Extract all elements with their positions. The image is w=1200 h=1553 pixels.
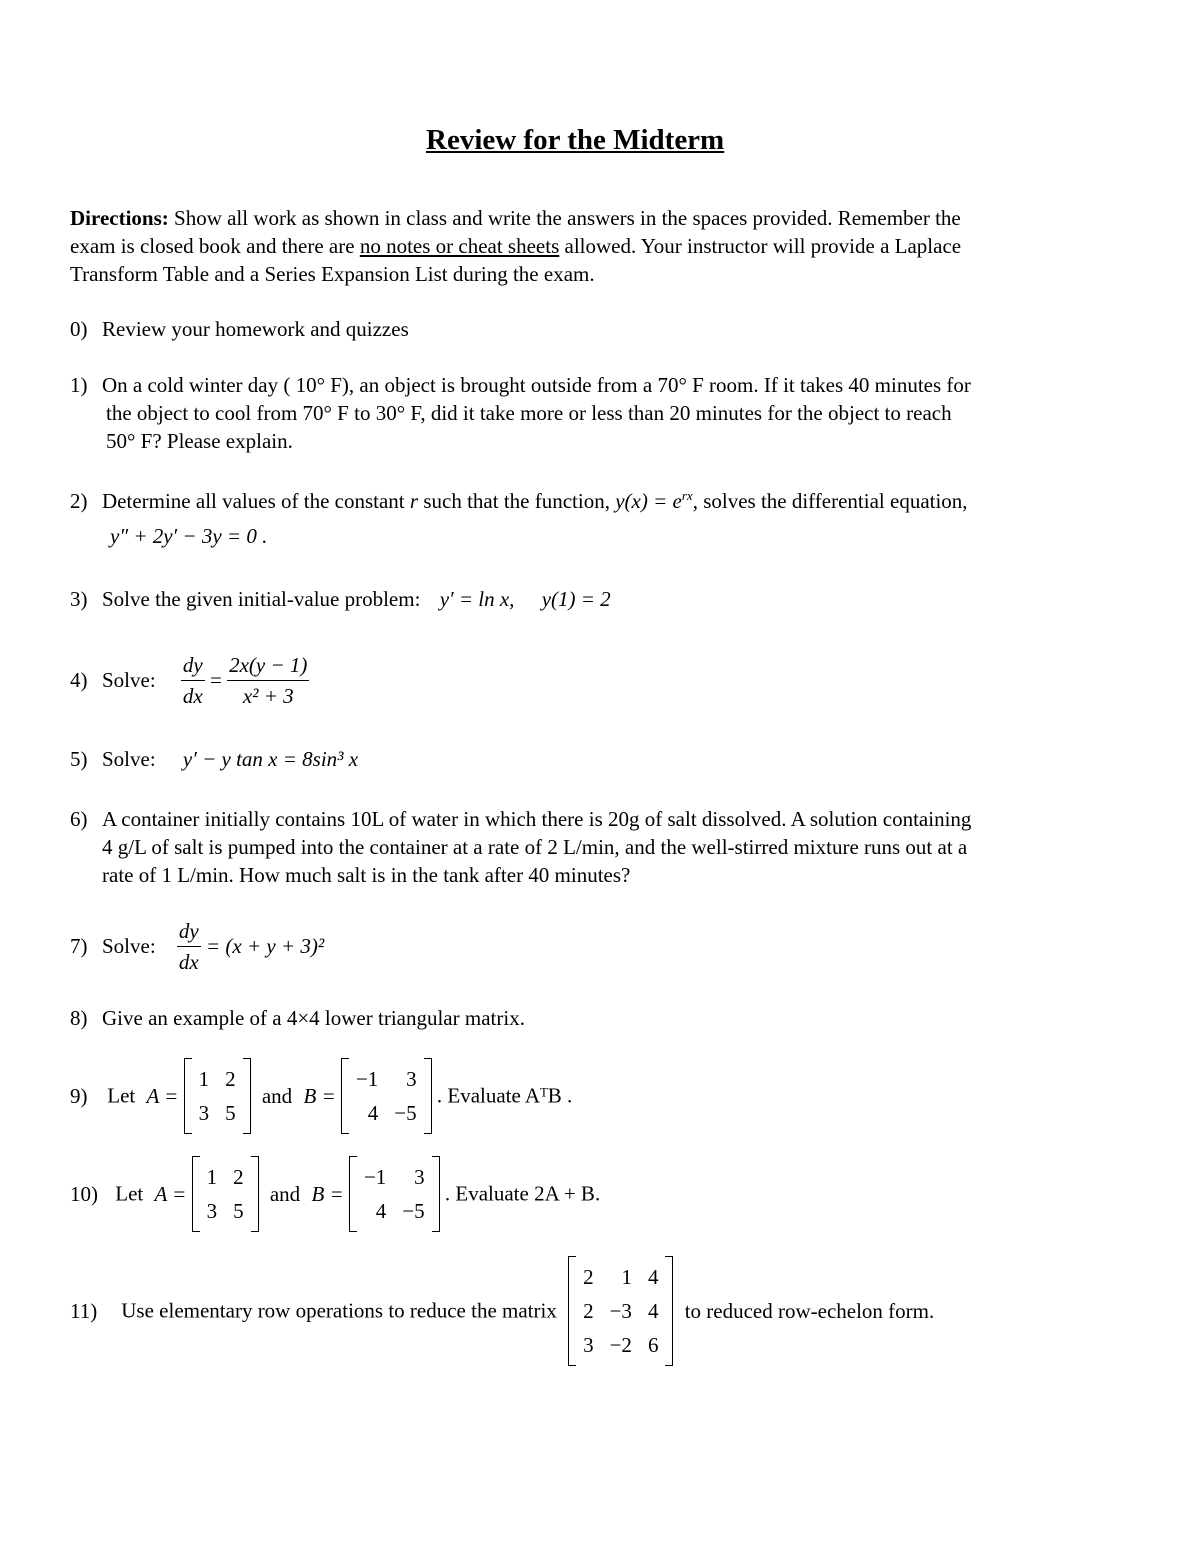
- question-text-b: to reduced row-echelon form.: [684, 1298, 935, 1323]
- matrix-cell: −1: [355, 1067, 379, 1091]
- matrix-a-label: A =: [154, 1181, 187, 1206]
- matrix-cell: 3: [206, 1199, 218, 1223]
- matrix-cell: 2: [583, 1299, 594, 1323]
- directions-text-1: Show all work as shown in class and write the answers in the spaces provided. Remember the: [174, 206, 961, 230]
- matrix-3x3: [568, 1256, 673, 1366]
- directions-text-2a: exam is closed book and there are: [70, 234, 360, 258]
- let-label: Let: [107, 1083, 136, 1108]
- question-number: 10): [70, 1181, 98, 1206]
- question-6-line-3: rate of 1 L/min. How much salt is in the tank after 40 minutes?: [102, 863, 631, 887]
- directions-line-3: Transform Table and a Series Expansion List during the exam.: [70, 262, 595, 286]
- numerator: dy: [181, 650, 205, 681]
- matrix-cell: 3: [198, 1101, 210, 1125]
- matrix-cell: 3: [583, 1333, 594, 1357]
- function-exponent: rx: [681, 488, 693, 503]
- question-number: 2): [70, 489, 88, 513]
- question-0: [70, 317, 409, 342]
- question-3: [70, 587, 611, 612]
- matrix-cell: 2: [225, 1067, 236, 1091]
- question-6-line-2: 4 g/L of salt is pumped into the container at a rate of 2 L/min, and the well-stirred mixture runs out at a: [102, 835, 968, 859]
- solve-label: Solve:: [102, 747, 156, 771]
- question-4: [70, 650, 309, 711]
- question-11: [70, 1256, 934, 1366]
- directions-underlined: no notes or cheat sheets: [359, 234, 560, 258]
- matrix-b-label: B =: [303, 1083, 336, 1108]
- question-2-equation: y″ + 2y′ − 3y = 0 .: [110, 524, 268, 548]
- question-number: 4): [70, 668, 88, 692]
- matrix-cell: 3: [406, 1067, 417, 1091]
- matrix-cell: 4: [647, 1299, 659, 1323]
- and-label: and: [269, 1181, 301, 1206]
- matrix-cell: −3: [609, 1299, 632, 1323]
- solve-label: Solve:: [102, 934, 156, 958]
- function-expression: y(x) = e: [615, 489, 682, 513]
- denominator: dx: [178, 950, 199, 974]
- and-label: and: [261, 1083, 293, 1108]
- matrix-b: [349, 1156, 440, 1232]
- equals-sign: =: [210, 668, 222, 692]
- matrix-cell: 1: [206, 1165, 218, 1189]
- variable-r: r: [409, 489, 419, 513]
- question-7: [70, 916, 324, 977]
- equation-1: y′ = ln x,: [439, 587, 515, 611]
- question-number: 6): [70, 807, 88, 831]
- matrix-cell: 3: [414, 1165, 425, 1189]
- matrix-cell: 2: [583, 1265, 594, 1289]
- evaluate-text: . Evaluate AᵀB .: [436, 1083, 573, 1108]
- question-text-c: , solves the differential equation,: [692, 489, 968, 513]
- question-number: 8): [70, 1006, 88, 1030]
- question-text: Review your homework and quizzes: [102, 317, 409, 341]
- directions-text-2b: allowed. Your instructor will provide a Laplace: [559, 234, 962, 258]
- question-text: Give an example of a 4×4 lower triangular matrix.: [102, 1006, 525, 1030]
- matrix-cell: −5: [394, 1101, 417, 1125]
- directions-label: Directions:: [70, 206, 169, 230]
- matrix-cell: −5: [402, 1199, 425, 1223]
- matrix-a: [184, 1058, 251, 1134]
- rhs-expression: = (x + y + 3)²: [206, 934, 325, 958]
- evaluate-text: . Evaluate 2A + B.: [444, 1181, 601, 1206]
- question-number: 11): [70, 1298, 98, 1323]
- page-title: Review for the Midterm: [426, 124, 725, 156]
- matrix-cell: 6: [647, 1333, 659, 1357]
- matrix-cell: 4: [367, 1101, 379, 1125]
- denominator: x² + 3: [242, 684, 294, 708]
- question-1: [70, 373, 971, 398]
- question-text-line-1: On a cold winter day ( 10° F), an object is brought outside from a 70° F room. If it takes 40 minutes for: [102, 373, 971, 397]
- matrix-cell: 1: [621, 1265, 632, 1289]
- matrix-cell: 4: [375, 1199, 387, 1223]
- question-text-a: Determine all values of the constant: [102, 489, 410, 513]
- matrix-cell: 4: [647, 1265, 659, 1289]
- matrix-b-label: B =: [311, 1181, 344, 1206]
- fraction-dy-dx: [181, 650, 205, 711]
- equation-2: y(1) = 2: [541, 587, 611, 611]
- equation: y′ − y tan x = 8sin³ x: [182, 747, 359, 771]
- matrix-cell: 2: [233, 1165, 244, 1189]
- solve-label: Solve:: [102, 668, 156, 692]
- question-6: [70, 807, 971, 832]
- fraction-rhs: [227, 650, 309, 711]
- matrix-cell: 1: [198, 1067, 210, 1091]
- fraction-dy-dx: [177, 916, 201, 977]
- question-5: [70, 747, 358, 772]
- denominator: dx: [182, 684, 203, 708]
- directions-line-2: [70, 234, 961, 259]
- matrix-a: [192, 1156, 259, 1232]
- question-text: Solve the given initial-value problem:: [102, 587, 421, 611]
- question-2: [70, 488, 968, 514]
- question-1-line-3: 50° F? Please explain.: [106, 429, 293, 453]
- matrix-cell: −2: [609, 1333, 632, 1357]
- question-number: 5): [70, 747, 88, 771]
- numerator: 2x(y − 1): [227, 650, 309, 681]
- question-number: 3): [70, 587, 88, 611]
- numerator: dy: [177, 916, 201, 947]
- matrix-cell: −1: [363, 1165, 387, 1189]
- matrix-cell: 5: [225, 1101, 236, 1125]
- question-text-line-1: A container initially contains 10L of water in which there is 20g of salt dissolved. A solution containing: [102, 807, 972, 831]
- question-text-a: Use elementary row operations to reduce the matrix: [121, 1298, 557, 1323]
- question-number: 1): [70, 373, 88, 397]
- let-label: Let: [115, 1181, 144, 1206]
- matrix-b: [341, 1058, 432, 1134]
- directions-line-1: [70, 206, 961, 231]
- question-1-line-2: the object to cool from 70° F to 30° F, did it take more or less than 20 minutes for the object to reach: [106, 401, 952, 425]
- question-number: 9): [70, 1083, 88, 1108]
- question-number: 0): [70, 317, 88, 341]
- question-10: [70, 1156, 600, 1232]
- question-9: [70, 1058, 572, 1134]
- question-number: 7): [70, 934, 88, 958]
- question-8: [70, 1006, 525, 1031]
- matrix-a-label: A =: [146, 1083, 179, 1108]
- matrix-cell: 5: [233, 1199, 244, 1223]
- question-text-b: such that the function,: [418, 489, 616, 513]
